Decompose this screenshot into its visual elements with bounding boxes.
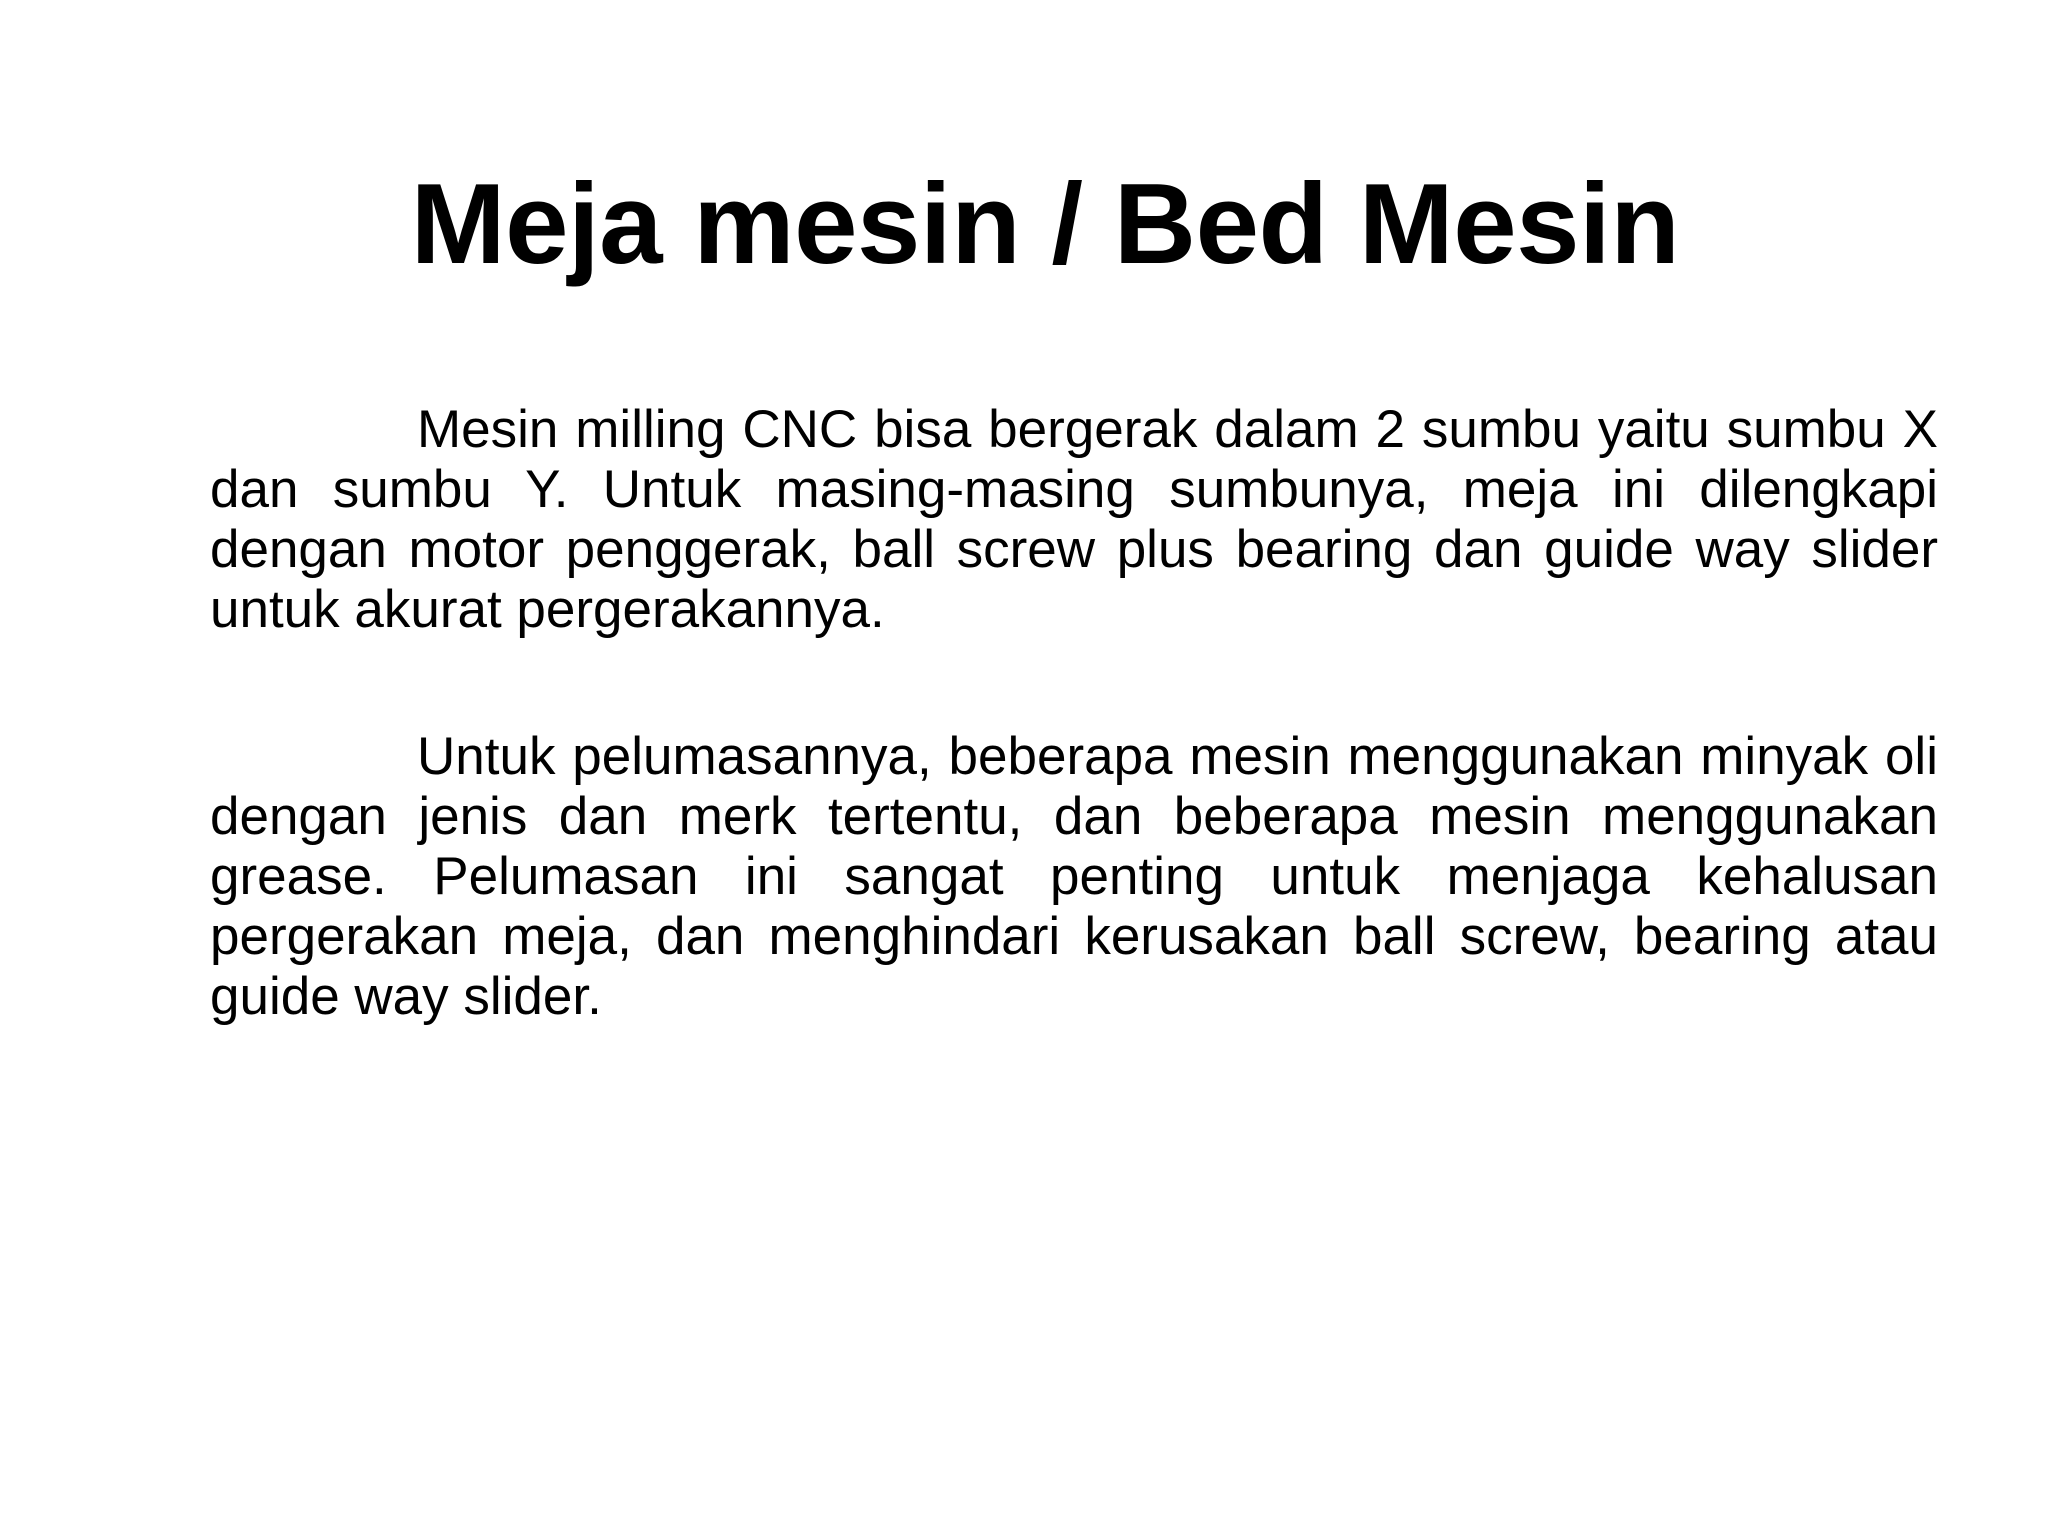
slide-title: Meja mesin / Bed Mesin	[410, 161, 1680, 288]
paragraph-bed-motion: Mesin milling CNC bisa bergerak dalam 2 sumbu yaitu sumbu X dan sumbu Y. Untuk masing-masing sumbunya, meja ini dilengkapi dengan motor penggerak, ball screw plus bearing dan guide way slider untuk akurat pergerakannya.	[210, 400, 1938, 639]
slide-body	[210, 400, 1938, 1027]
paragraph-lubrication: Untuk pelumasannya, beberapa mesin menggunakan minyak oli dengan jenis dan merk tertentu, dan beberapa mesin menggunakan grease. Pelumasan ini sangat penting untuk menjaga kehalusan pergerakan meja, dan menghindari kerusakan ball screw, bearing atau guide way slider.	[210, 727, 1938, 1026]
